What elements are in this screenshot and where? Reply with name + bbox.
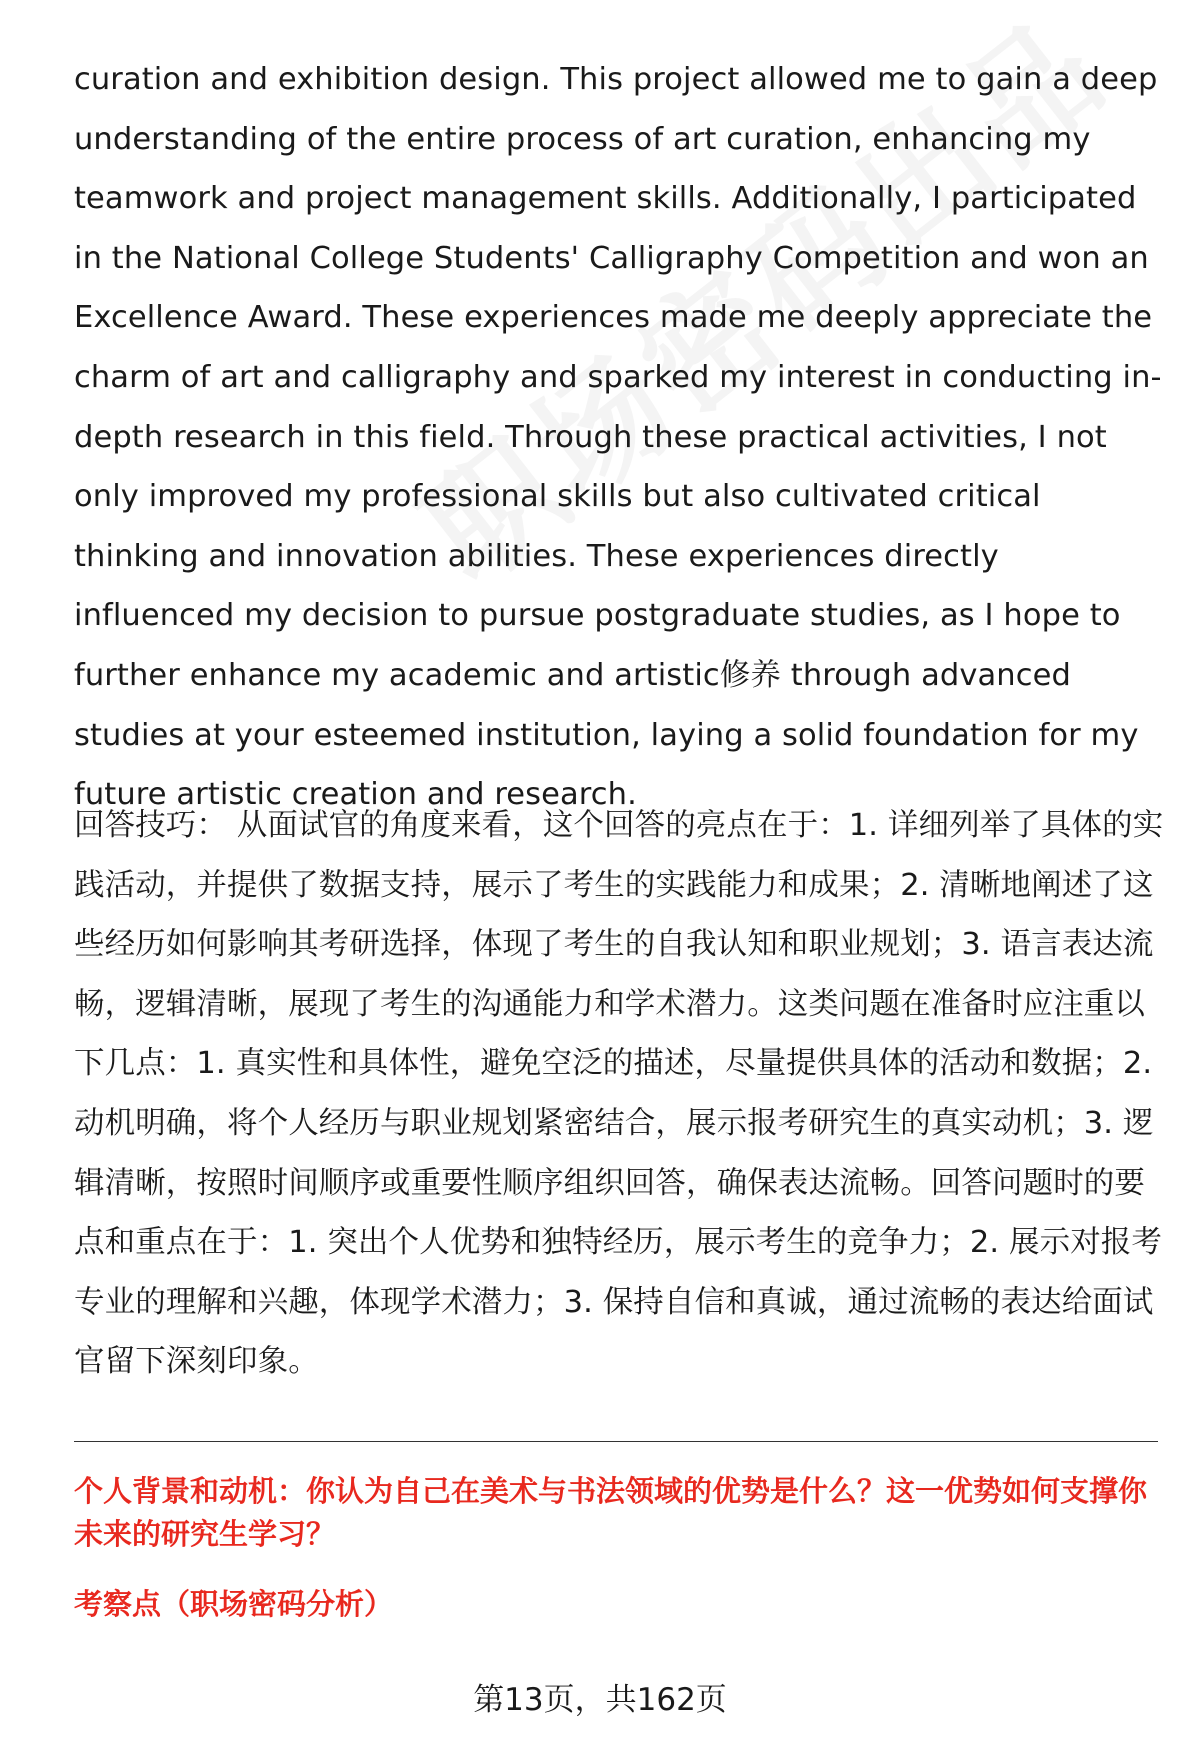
question-heading: 个人背景和动机：你认为自己在美术与书法领域的优势是什么？这一优势如何支撑你未来的研究生学习？ (74, 1474, 1148, 1551)
answer-paragraph: curation and exhibition design. This project allowed me to gain a deep understanding of the entire process of art curation, enhancing my teamwork and project management skills. Additionally, I participated in the National College Students' Calligraphy Competition and won an Excellence Award. These experiences made me deeply appreciate the charm of art and calligraphy and sparked my interest in conducting in-depth research in this field. Through these practical activities, I not only improved my professional skills but also cultivated critical thinking and innovation abilities. These experiences directly influenced my decision to pursue postgraduate studies, as I hope to further enhance my academic and artistic修养 through advanced studies at your esteemed institution, laying a solid foundation for my future artistic creation and research. (74, 62, 1162, 813)
tips-paragraph: 回答技巧： 从面试官的角度来看，这个回答的亮点在于：1. 详细列举了具体的实践活动，并提供了数据支持，展示了考生的实践能力和成果；2. 清晰地阐述了这些经历如何影响其考研选择，体现了考生的自我认知和职业规划；3. 语言表达流畅，逻辑清晰，展现了考生的沟通能力和学术潜力。这类问题在准备时应注重以下几点：1. 真实性和具体性，避免空泛的描述，尽量提供具体的活动和数据；2. 动机明确，将个人经历与职业规划紧密结合，展示报考研究生的真实动机；3. 逻辑清晰，按照时间顺序或重要性顺序组织回答，确保表达流畅。回答问题时的要点和重点在于：1. 突出个人优势和独特经历，展示考生的竞争力；2. 展示对报考专业的理解和兴趣，体现学术潜力；3. 保持自信和真诚，通过流畅的表达给面试官留下深刻印象。 (74, 808, 1164, 1380)
page-number: 第13页，共162页 (473, 1682, 727, 1718)
section-divider (74, 1441, 1158, 1442)
section-label: 考察点（职场密码分析） (74, 1587, 394, 1621)
